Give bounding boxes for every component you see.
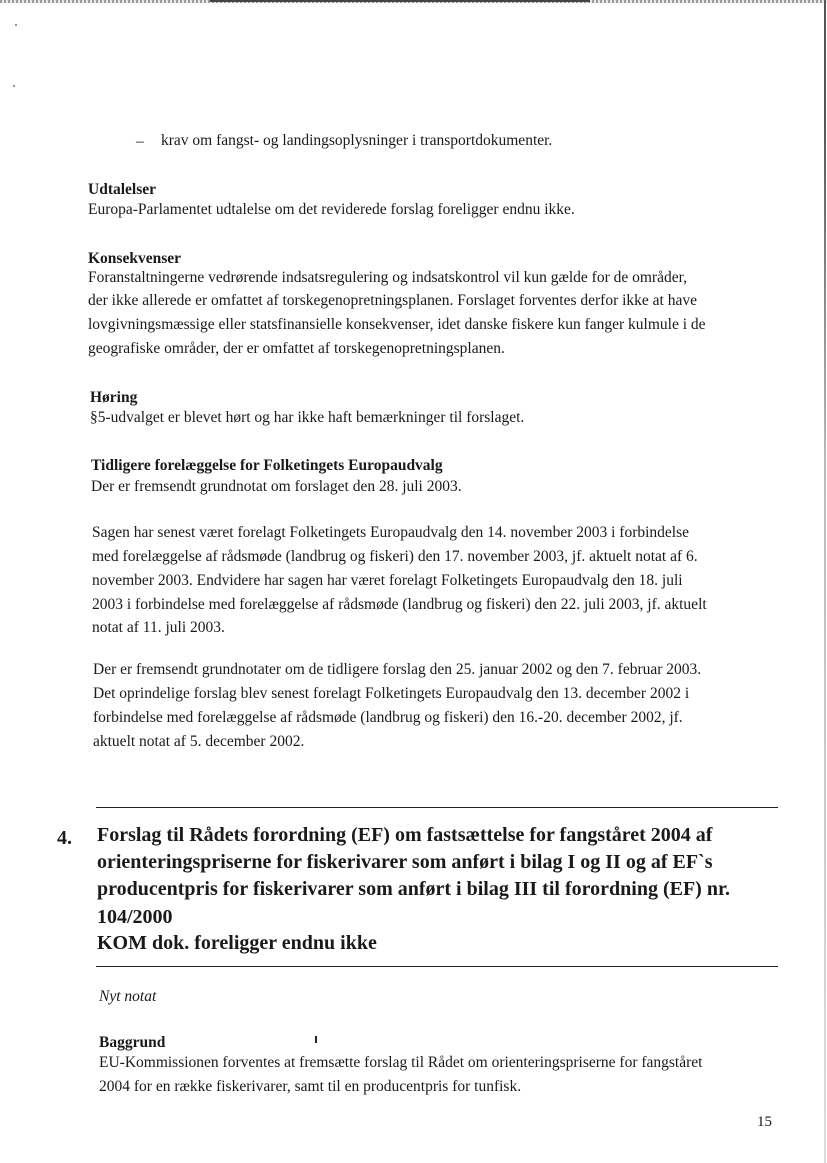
item-subtitle: KOM dok. foreligger endnu ikke <box>97 932 377 954</box>
paragraph-line: 2003 i forbindelse med forelæggelse af rådsmøde (landbrug og fiskeri) den 22. juli 2003, jf. aktuelt <box>92 596 707 613</box>
paragraph-line: med forelæggelse af rådsmøde (landbrug og fiskeri) den 17. november 2003, jf. aktuelt notat af 6. <box>92 548 698 565</box>
paragraph-line: geografiske områder, der er omfattet af torskegenopretningsplanen. <box>88 340 505 357</box>
item-title-line: Forslag til Rådets forordning (EF) om fastsættelse for fangståret 2004 af <box>97 824 713 846</box>
scan-speck <box>13 85 15 87</box>
bullet-text: krav om fangst- og landingsoplysninger i transportdokumenter. <box>161 132 553 149</box>
section-rule-bottom <box>96 966 778 967</box>
section-heading-tidligere: Tidligere forelæggelse for Folketingets Europaudvalg <box>91 457 443 474</box>
paragraph-line: 2004 for en række fiskerivarer, samt til en producentpris for tunfisk. <box>99 1078 522 1095</box>
paragraph-line: Der er fremsendt grundnotat om forslaget den 28. juli 2003. <box>91 478 462 495</box>
section-heading-baggrund: Baggrund <box>99 1034 166 1051</box>
paragraph-line: Sagen har senest været forelagt Folketingets Europaudvalg den 14. november 2003 i forbindelse <box>92 524 690 541</box>
scan-speck <box>15 24 17 26</box>
paragraph-line: Foranstaltningerne vedrørende indsatsregulering og indsatskontrol vil kun gælde for de områder, <box>88 269 687 286</box>
paragraph-line: november 2003. Endvidere har sagen har været forelagt Folketingets Europaudvalg den 18. juli <box>92 572 683 589</box>
scan-edge-right <box>824 0 826 1163</box>
paragraph-line: §5-udvalget er blevet hørt og har ikke haft bemærkninger til forslaget. <box>90 409 525 426</box>
note-label: Nyt notat <box>99 988 157 1005</box>
paragraph-line: Det oprindelige forslag blev senest forelagt Folketingets Europaudvalg den 13. december 2002 i <box>93 685 690 702</box>
section-heading-konsekvenser: Konsekvenser <box>88 250 181 267</box>
paragraph-line: EU-Kommissionen forventes at fremsætte forslag til Rådet om orienteringspriserne for fangståret <box>99 1054 703 1071</box>
section-rule-top <box>96 807 778 808</box>
scan-edge-top-shadow <box>210 0 590 2</box>
bullet-dash: – <box>136 133 144 150</box>
paragraph-line: forbindelse med forelæggelse af rådsmøde (landbrug og fiskeri) den 16.-20. december 2002, jf. <box>93 709 683 726</box>
section-heading-udtalelser: Udtalelser <box>88 181 157 198</box>
section-heading-horing: Høring <box>90 389 138 406</box>
paragraph-line: Europa-Parlamentet udtalelse om det reviderede forslag foreligger endnu ikke. <box>88 201 575 218</box>
paragraph-line: aktuelt notat af 5. december 2002. <box>93 733 305 750</box>
paragraph-line: Der er fremsendt grundnotater om de tidligere forslag den 25. januar 2002 og den 7. februar 2003. <box>93 661 702 678</box>
scan-mark <box>315 1036 317 1043</box>
item-number: 4. <box>57 827 72 849</box>
item-title-line: orienteringspriserne for fiskerivarer som anført i bilag I og II og af EF`s <box>97 851 713 873</box>
item-title-line: producentpris for fiskerivarer som anført i bilag III til forordning (EF) nr. <box>97 878 730 900</box>
page-number: 15 <box>757 1114 772 1130</box>
paragraph-line: der ikke allerede er omfattet af torskegenopretningsplanen. Forslaget forventes derfor ikke at have <box>88 292 697 309</box>
paragraph-line: notat af 11. juli 2003. <box>92 619 225 636</box>
item-title-line: 104/2000 <box>97 906 173 928</box>
paragraph-line: lovgivningsmæssige eller statsfinansielle konsekvenser, idet danske fiskere kun fanger kulmule i de <box>88 316 706 333</box>
